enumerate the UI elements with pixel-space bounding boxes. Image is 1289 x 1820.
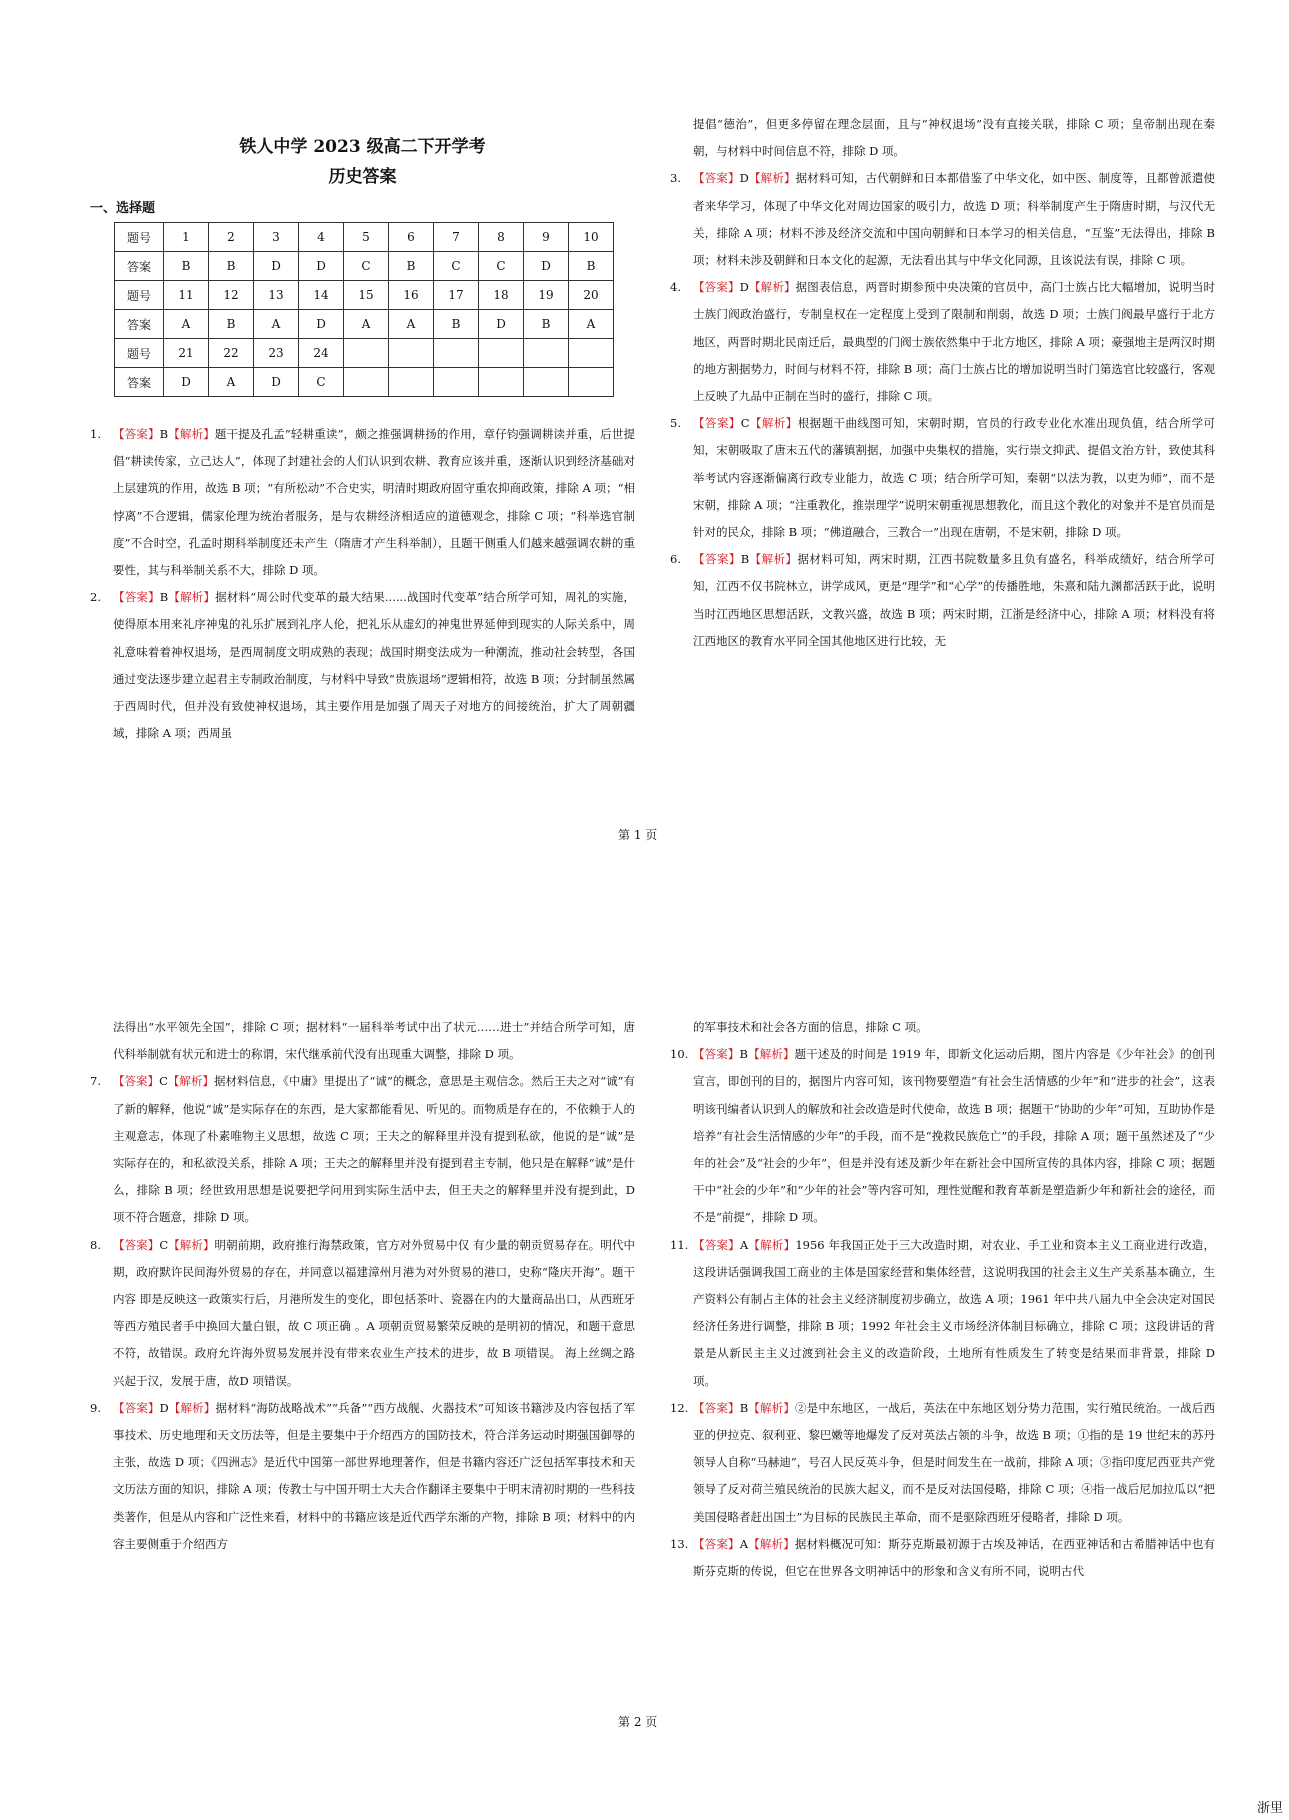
table-cell [479, 368, 524, 397]
analysis-text: 据图表信息，两晋时期参预中央决策的官员中，高门士族占比大幅增加，说明当时士族门阀政治盛行，专制皇权在一定程度上受到了限制和削弱，故选 D 项；士族门阀最早盛行于北方地区，两晋时期北民南迁后，最典型的门阀士族依然集中于北方地区，排除 A 项；豪强地主是两汉时期的地方割据势力，时间与材料不符，排除 B 项；高门士族占比的增加说明当时门第选官比较盛行，客观上反映了九品中正制在当时的盛行，排除 C 项。 [693, 280, 1216, 404]
page2-right-column [670, 1014, 1215, 1585]
row-label: 题号 [115, 223, 164, 252]
table-cell [524, 339, 569, 368]
answer-item [90, 584, 635, 747]
table-cell [344, 368, 389, 397]
row-label: 题号 [115, 339, 164, 368]
table-cell [434, 368, 479, 397]
answer-tag: 【答案】 [693, 1400, 740, 1415]
table-cell: 9 [524, 223, 569, 252]
page-subtitle: 历史答案 [328, 167, 397, 187]
analysis-text: 据材料“海防战略战术”“兵备”“西方战舰、火器技术”可知该书籍涉及内容包括了军事技术、历史地理和天文历法等，但是主要集中于介绍西方的国防技术，符合洋务运动时期强国御辱的主张，故选 D 项；《四洲志》是近代中国第一部世界地理著作，但是书籍内容还广泛包括军事技术和天文历法方面的知识，排除 A 项；传教士与中国开明士大夫合作翻译主要集中于明末清初时期的一些科技类著作，但是从内容和广泛性来看，材料中的书籍应该是近代西学东渐的产物，排除 B 项；材料中的内容主要侧重于介绍西方 [113, 1400, 636, 1551]
answer-item [670, 1041, 1215, 1231]
answer-letter: A [739, 1536, 749, 1551]
question-number: 13. [670, 1536, 689, 1551]
question-number: 8. [90, 1237, 101, 1252]
answer-item [670, 1232, 1215, 1395]
corner-watermark-text: 浙里 [1256, 1801, 1283, 1816]
analysis-text: 据材料“周公时代变革的最大结果......战国时代变革”结合所学可知，周礼的实施，使得原本用来礼序神鬼的礼乐扩展到礼序人伦，把礼乐从虚幻的神鬼世界延伸到现实的人际关系中，周礼意味着着神权退场，是西周制度文明成熟的表现；战国时期变法成为一种潮流，推动社会转型，各国通过变法逐步建立起君主专制政治制度，与材料中导致“贵族退场”逻辑相符，故选 B 项；分封制虽然属于西周时代，但并没有致使神权退场，其主要作用是加强了周天子对地方的间接统治，扩大了周朝疆域，排除 A 项；西周虽 [113, 590, 636, 741]
section-label: 一、选择题 [90, 201, 156, 216]
table-cell: C [299, 368, 344, 397]
table-cell: D [299, 310, 344, 339]
table-cell: 14 [299, 281, 344, 310]
table-cell: 5 [344, 223, 389, 252]
table-cell: 2 [209, 223, 254, 252]
question-number: 3. [670, 171, 681, 186]
answer-table [114, 222, 614, 397]
answer-item [90, 1068, 635, 1231]
question-number: 12. [670, 1400, 689, 1415]
answer-tag: 【答案】 [113, 590, 160, 605]
analysis-text: 据材料信息，《中庸》里提出了“诚”的概念，意思是主观信念。然后王夫之对“诚”有了新的解释，他说“诚”是实际存在的东西，是大家都能看见、听见的。而物质是存在的，不依赖于人的主观意志，体现了朴素唯物主义思想，故选 C 项；王夫之的解释里并没有提到私欲，他说的是“诚”是实际存在的，和私欲没关系，排除 A 项；王夫之的解释里并没有提到君主专制，他只是在解释“诚”是什么，排除 B 项；经世致用思想是说要把学问用到实际生活中去，但王夫之的解释里并没有提到此，D 项不符合题意，排除 D 项。 [113, 1074, 636, 1225]
analysis-tag: 【解析】 [748, 1400, 795, 1415]
table-cell: D [254, 368, 299, 397]
answer-letter: D [739, 280, 749, 295]
table-cell: A [254, 310, 299, 339]
table-cell: 7 [434, 223, 479, 252]
answer-letter: D [159, 1400, 169, 1415]
table-cell: 20 [569, 281, 614, 310]
question-number: 5. [670, 416, 681, 431]
table-cell: C [434, 252, 479, 281]
answer-letter: B [740, 552, 750, 567]
answer-letter: A [739, 1237, 749, 1252]
table-cell: 10 [569, 223, 614, 252]
table-cell: A [344, 310, 389, 339]
table-cell [389, 339, 434, 368]
question-number: 6. [670, 552, 681, 567]
answer-tag: 【答案】 [693, 1237, 740, 1252]
table-row [115, 281, 614, 310]
table-cell: 24 [299, 339, 344, 368]
page1-left-column [90, 421, 635, 747]
table-cell: A [389, 310, 434, 339]
page-title: 铁人中学 2023 级高二下开学考 [239, 137, 486, 157]
table-cell: B [209, 252, 254, 281]
analysis-text: 据材料可知，两宋时期，江西书院数量多且负有盛名，科举成绩好，结合所学可知，江西不仅书院林立，讲学成风，更是“理学”和“心学”的传播胜地，朱熹和陆九渊都活跃于此，说明当时江西地区思想活跃，文教兴盛，故选 B 项；两宋时期，江浙是经济中心，排除 A 项；材料没有将江西地区的教育水平同全国其他地区进行比较，无 [693, 552, 1216, 648]
table-cell: 19 [524, 281, 569, 310]
table-cell: 3 [254, 223, 299, 252]
answer-tag: 【答案】 [693, 1536, 740, 1551]
answer-item [670, 274, 1215, 410]
question-number: 9. [90, 1400, 101, 1415]
table-cell: B [209, 310, 254, 339]
answer-tag: 【答案】 [693, 1047, 740, 1062]
table-cell: 12 [209, 281, 254, 310]
answer-letter: C [159, 1237, 169, 1252]
table-cell: C [344, 252, 389, 281]
analysis-tag: 【解析】 [168, 1237, 215, 1252]
analysis-tag: 【解析】 [748, 1536, 795, 1551]
analysis-text: 据材料概况可知：斯芬克斯最初源于古埃及神话，在西亚神话和古希腊神话中也有斯芬克斯的传说，但它在世界各文明神话中的形象和含义有所不同，说明古代 [693, 1536, 1216, 1579]
answer-letter: B [159, 590, 169, 605]
table-cell: 22 [209, 339, 254, 368]
answer-tag: 【答案】 [113, 1400, 160, 1415]
table-cell: B [164, 252, 209, 281]
analysis-tag: 【解析】 [748, 171, 796, 186]
table-row [115, 368, 614, 397]
table-cell [389, 368, 434, 397]
page2-left-column [90, 1014, 635, 1558]
answer-tag: 【答案】 [693, 416, 741, 431]
analysis-tag: 【解析】 [168, 427, 215, 441]
table-row [115, 223, 614, 252]
table-cell: A [164, 310, 209, 339]
table-cell [479, 339, 524, 368]
question-number: 1. [90, 427, 101, 441]
question-number: 10. [670, 1047, 689, 1062]
table-cell: D [479, 310, 524, 339]
answer-letter: D [739, 171, 749, 186]
table-cell: 23 [254, 339, 299, 368]
analysis-text: 明朝前期，政府推行海禁政策，官方对外贸易中仅 有少量的朝贡贸易存在。明代中期，政府默许民间海外贸易的存在，并同意以福建漳州月港为对外贸易的港口，史称“隆庆开海”。题干内容 即是反映这一政策实行后，月港所发生的变化，即包括茶叶、瓷器在内的大量商品出口，从西班牙等西方殖民者手中换回大量白银，故 C 项正确 。A 项朝贡贸易繁荣反映的是明初的情况，和题干意思不符，故错误。政府允许海外贸易发展并没有带来农业生产技术的进步，故 B 项错误。 海上丝绸之路兴起于汉，发展于唐，故D 项错误。 [113, 1237, 636, 1388]
answer-letter: C [740, 416, 750, 431]
answer-item [670, 410, 1215, 546]
answer-item [670, 1531, 1215, 1585]
table-cell: 21 [164, 339, 209, 368]
row-label: 答案 [115, 368, 164, 397]
answer-item [670, 165, 1215, 274]
analysis-tag: 【解析】 [167, 1074, 214, 1089]
table-cell: A [209, 368, 254, 397]
question-number: 4. [670, 280, 681, 295]
answer-item [670, 546, 1215, 655]
analysis-tag: 【解析】 [748, 1237, 796, 1252]
answer-item [90, 1395, 635, 1558]
answer-letter: B [739, 1047, 748, 1062]
answer-letter: B [739, 1400, 749, 1415]
table-cell [434, 339, 479, 368]
table-cell: B [434, 310, 479, 339]
page1-right-column [670, 111, 1215, 655]
answer-letter: B [159, 427, 169, 441]
answer-tag: 【答案】 [693, 171, 740, 186]
analysis-tag: 【解析】 [168, 590, 216, 605]
answer-tag: 【答案】 [113, 1074, 160, 1089]
table-cell: D [254, 252, 299, 281]
table-row [115, 339, 614, 368]
table-row [115, 310, 614, 339]
analysis-tag: 【解析】 [748, 280, 796, 295]
answer-tag: 【答案】 [693, 280, 740, 295]
table-cell [569, 368, 614, 397]
answer-tag: 【答案】 [113, 427, 160, 441]
table-cell: 8 [479, 223, 524, 252]
analysis-text: 根据题干曲线图可知，宋朝时期，官员的行政专业化水准出现负值，结合所学可知，宋朝吸取了唐末五代的藩镇割据，加强中央集权的措施，实行崇文抑武、提倡文治方针，致使其科举考试内容逐渐偏离行政专业能力，故选 C 项；结合所学可知，秦朝“以法为教，以吏为师”，而不是宋朝，排除 A 项；“注重教化，推崇理学”说明宋朝重视思想教化，而且这个教化的对象并不是官员而是针对的民众，排除 B 项；“佛道融合，三教合一”出现在唐朝，不是宋朝，排除 D 项。 [693, 416, 1216, 540]
table-cell: 6 [389, 223, 434, 252]
analysis-tag: 【解析】 [749, 552, 798, 567]
analysis-text: 1956 年我国正处于三大改造时期，对农业、手工业和资本主义工商业进行改造，这段讲话强调我国工商业的主体是国家经营和集体经营，这说明我国的社会主义生产关系基本确立，生产资料公有制占主体的社会主义经济制度初步确立，故选 A 项；1961 年中共八届九中全会决定对国民经济任务进行调整，排除 B 项；1992 年社会主义市场经济体制目标确立，排除 C 项；这段讲话的背景是从新民主主义过渡到社会主义的改造阶段，土地所有性质发生了转变是结果而非背景，排除 D 项。 [693, 1237, 1216, 1388]
table-cell [344, 339, 389, 368]
row-label: 答案 [115, 252, 164, 281]
analysis-text: 题干提及孔孟“轻耕重读”，颇之推强调耕扬的作用，章仔钧强调耕读并重，后世提倡“耕读传家，立己达人”，体现了封建社会的人们认识到农耕、教育应该并重，逐渐认识到经济基础对上层建筑的作用，故选 B 项；“有所松动”不合史实，明清时期政府固守重农抑商政策，排除 A 项；“相悖离”不合逻辑，儒家伦理为统治者服务，是与农耕经济相适应的道德观念，排除 C 项；“科举选官制度”不合时空，孔孟时期科举制度还未产生（隋唐才产生科举制），且题干侧重人们越来越强调农耕的重要性，其与科举制关系不大，排除 D 项。 [113, 427, 636, 578]
analysis-text: ②是中东地区，一战后，英法在中东地区划分势力范围，实行殖民统治。一战后西亚的伊拉克、叙利亚、黎巴嫩等地爆发了反对英法占领的斗争，故选 B 项；①指的是 19 世纪末的苏丹领导人自称“马赫迪”，号召人民反英斗争，但是时间发生在一战前，排除 A 项；③指印度尼西亚共产党领导了反对荷兰殖民统治的民族大起义，而不是反对法国侵略，排除 C 项；④指一战后尼加拉瓜以“把美国侵略者赶出国土”为目标的民族民主革命，而不是驱除西班牙侵略者，排除 D 项。 [693, 1400, 1215, 1524]
continued-paragraph: 的军事技术和社会各方面的信息，排除 C 项。 [693, 1020, 928, 1034]
question-number: 11. [670, 1237, 689, 1252]
table-cell: 13 [254, 281, 299, 310]
question-number: 2. [90, 590, 101, 605]
table-cell: B [569, 252, 614, 281]
table-cell: 18 [479, 281, 524, 310]
table-cell [569, 339, 614, 368]
page-number: 第 1 页 [618, 828, 658, 842]
row-label: 题号 [115, 281, 164, 310]
table-cell: 16 [389, 281, 434, 310]
analysis-text: 据材料可知，古代朝鲜和日本都借鉴了中华文化，如中医、制度等，且都曾派遣使者来华学习，体现了中华文化对周边国家的吸引力，故选 D 项；科举制度产生于隋唐时期，与汉代无关，排除 A 项；材料不涉及经济交流和中国向朝鲜和日本学习的相关信息，“互鉴”无法得出，排除 B 项；材料未涉及朝鲜和日本文化的起源，无法看出其与中华文化同源，且该说法有误，排除 C 项。 [693, 171, 1216, 268]
continued-paragraph: 提倡“德治”，但更多停留在理念层面，且与“神权退场”没有直接关联，排除 C 项；皇帝制出现在秦朝，与材料中时间信息不符，排除 D 项。 [693, 117, 1215, 159]
table-cell: B [389, 252, 434, 281]
table-cell: 4 [299, 223, 344, 252]
table-cell: B [524, 310, 569, 339]
question-number: 7. [90, 1074, 101, 1089]
answer-item [90, 1232, 635, 1395]
table-row [115, 252, 614, 281]
table-cell: C [479, 252, 524, 281]
answer-tag: 【答案】 [113, 1237, 160, 1252]
page-number: 第 2 页 [618, 1715, 658, 1729]
table-cell [524, 368, 569, 397]
analysis-tag: 【解析】 [747, 1047, 795, 1062]
analysis-text: 题干述及的时间是 1919 年，即新文化运动后期，图片内容是《少年社会》的创刊宣言，即创刊的目的，据图片内容可知，该刊物要塑造“有社会生活情感的少年”和“进步的社会”，这表明该刊编者认识到人的解放和社会改造是时代使命，故选 B 项；据题干“协助的少年”可知，互助协作是培养“有社会生活情感的少年”的手段，而不是“挽救民族危亡”的手段，排除 A 项；题干虽然述及了“少年的社会”及“社会的少年”，但是并没有述及新少年在新社会中国所宣传的具体内容，排除 C 项；据题干中“社会的少年”和“少年的社会”等内容可知，理性觉醒和教育革新是塑造新少年和新社会的途径，而不是“前提”，排除 D 项。 [693, 1047, 1216, 1225]
table-cell: 15 [344, 281, 389, 310]
continued-paragraph: 法得出“水平领先全国”，排除 C 项；据材料“一届科举考试中出了状元……进士”并结合所学可知，唐代科举制就有状元和进士的称谓，宋代继承前代没有出现重大调整，排除 D 项。 [113, 1020, 635, 1062]
table-cell: D [299, 252, 344, 281]
analysis-tag: 【解析】 [168, 1400, 216, 1415]
table-cell: D [524, 252, 569, 281]
analysis-tag: 【解析】 [749, 416, 798, 431]
answer-letter: C [159, 1074, 168, 1089]
table-cell: 1 [164, 223, 209, 252]
table-cell: 17 [434, 281, 479, 310]
answer-item [670, 1395, 1215, 1531]
answer-tag: 【答案】 [693, 552, 741, 567]
answer-item [90, 421, 635, 584]
table-cell: D [164, 368, 209, 397]
table-cell: 11 [164, 281, 209, 310]
table-cell: A [569, 310, 614, 339]
row-label: 答案 [115, 310, 164, 339]
